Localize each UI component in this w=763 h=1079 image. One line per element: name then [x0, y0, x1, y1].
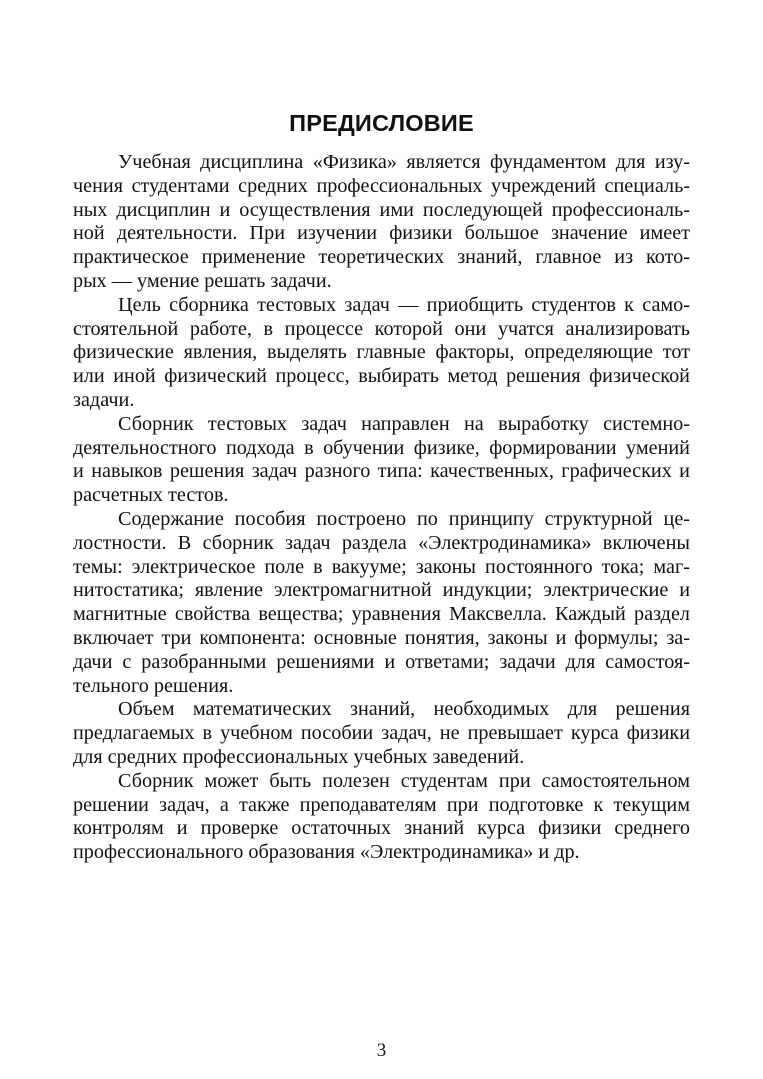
text-line: задачи.: [73, 388, 135, 411]
page-title: ПРЕДИСЛОВИЕ: [289, 110, 474, 136]
paragraph-5: [73, 698, 690, 769]
text-line: контролям и проверке остаточных знаний курса физики среднего: [73, 817, 690, 840]
page-number: 3: [376, 1040, 387, 1061]
text-line: Сборник может быть полезен студентам при самостоятельном: [118, 769, 690, 792]
text-line: Сборник тестовых задач направлен на выработку системно-: [118, 412, 690, 435]
text-line: рых — умение решать задачи.: [73, 269, 332, 292]
text-line: практическое применение теоретических знаний, главное из кото-: [73, 246, 690, 269]
text-line: нитостатика; явление электромагнитной индукции; электрические и: [73, 579, 690, 602]
text-line: расчетных тестов.: [73, 484, 229, 507]
paragraph-4: [73, 508, 690, 698]
text-line: Цель сборника тестовых задач — приобщить студентов к само-: [118, 293, 690, 316]
text-line: ных дисциплин и осуществления ими последующей профессиональ-: [73, 198, 690, 221]
text-line: предлагаемых в учебном пособии задач, не превышает курса физики: [73, 722, 690, 745]
text-line: физические явления, выделять главные факторы, определяющие тот: [73, 341, 690, 364]
text-line: включает три компонента: основные понятия, законы и формулы; за-: [73, 626, 690, 649]
text-line: магнитные свойства вещества; уравнения Максвелла. Каждый раздел: [73, 603, 690, 626]
paragraph-1: [73, 151, 690, 294]
text-line: Учебная дисциплина «Физика» является фундаментом для изу-: [118, 151, 690, 173]
text-line: Объем математических знаний, необходимых для решения: [118, 698, 690, 721]
text-line: для средних профессиональных учебных заведений.: [73, 745, 525, 768]
text-line: деятельностного подхода в обучении физике, формировании умений: [73, 436, 690, 459]
text-line: темы: электрическое поле в вакууме; законы постоянного тока; маг-: [73, 555, 690, 578]
text-line: решении задач, а также преподавателям при подготовке к текущим: [73, 793, 690, 816]
paragraph-3: [73, 413, 690, 508]
paragraph-2: [73, 294, 690, 413]
text-line: дачи с разобранными решениями и ответами; задачи для самостоя-: [73, 650, 690, 673]
text-line: профессионального образования «Электродинамика» и др.: [73, 841, 580, 864]
text-line: лостности. В сборник задач раздела «Электродинамика» включены: [73, 531, 690, 554]
text-line: тельного решения.: [73, 674, 234, 697]
text-line: чения студентами средних профессиональных учреждений специаль-: [73, 174, 690, 197]
text-line: ной деятельности. При изучении физики большое значение имеет: [73, 222, 690, 245]
text-line: Содержание пособия построено по принципу структурной це-: [118, 507, 690, 530]
paragraph-6: [73, 770, 690, 865]
preface-body: [73, 151, 690, 865]
text-line: и навыков решения задач разного типа: качественных, графических и: [73, 460, 690, 483]
text-line: или иной физический процесс, выбирать метод решения физической: [73, 365, 690, 388]
text-line: стоятельной работе, в процессе которой они учатся анализировать: [73, 317, 690, 340]
